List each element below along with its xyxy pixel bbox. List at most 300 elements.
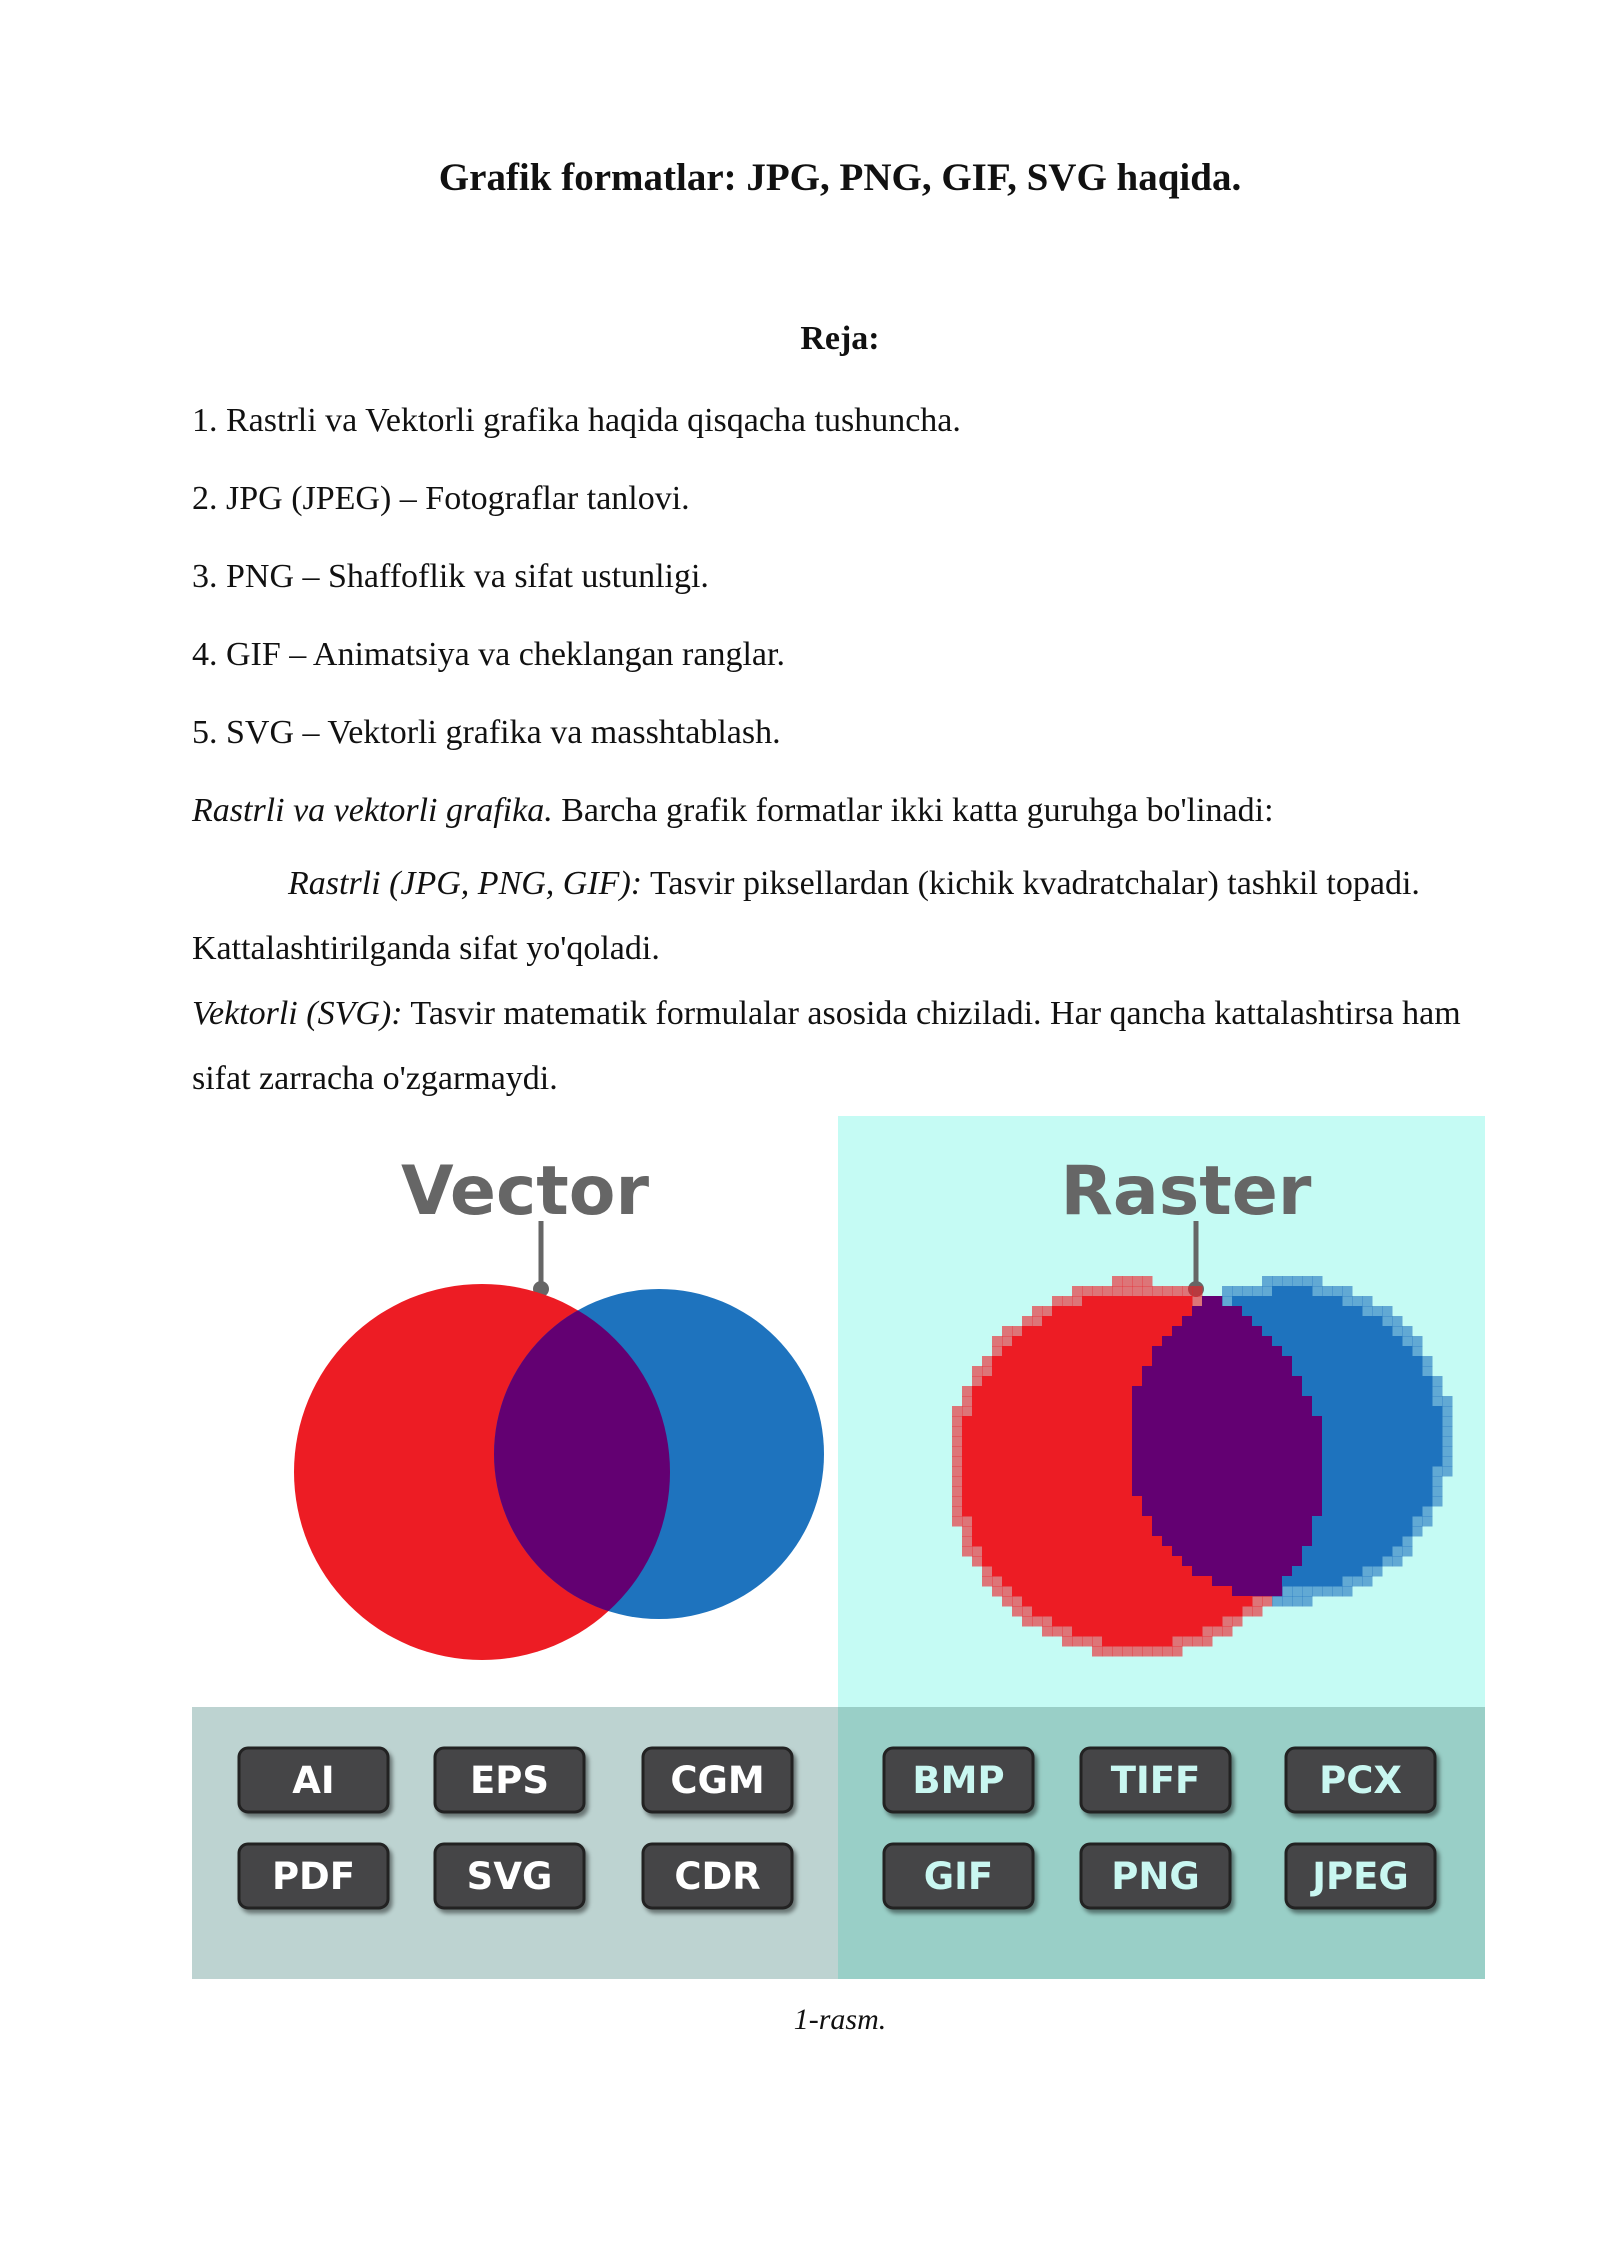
raster-pixel [1222,1616,1233,1627]
raster-pixel [1292,1506,1303,1517]
raster-pixel [1152,1536,1163,1547]
raster-pixel [1362,1526,1373,1537]
raster-pixel [1062,1616,1073,1627]
raster-pixel [1042,1566,1053,1577]
raster-pixel [1242,1426,1253,1437]
raster-pixel [1132,1456,1143,1467]
raster-pixel [1082,1306,1093,1317]
raster-pixel [1202,1386,1213,1397]
raster-pixel [1122,1286,1133,1297]
raster-pixel [962,1486,973,1497]
raster-pixel [1422,1376,1433,1387]
raster-pixel [1152,1626,1163,1637]
raster-pixel [1222,1546,1233,1557]
vector-raster-figure [192,1116,1485,1979]
raster-pixel [1092,1626,1103,1637]
raster-pixel [1182,1466,1193,1477]
raster-pixel [1262,1516,1273,1527]
raster-pixel [952,1456,963,1467]
raster-pixel [1122,1316,1133,1327]
raster-pixel [1062,1486,1073,1497]
raster-pixel [1182,1476,1193,1487]
raster-pixel [1002,1516,1013,1527]
format-badge [884,1844,1033,1908]
raster-pixel [1122,1586,1133,1597]
raster-pixel [1072,1406,1083,1417]
raster-pixel [1002,1346,1013,1357]
raster-pixel [1442,1426,1453,1437]
raster-pixel [1172,1506,1183,1517]
raster-pixel [1172,1646,1183,1657]
raster-pixel [1292,1486,1303,1497]
raster-pixel [1392,1436,1403,1447]
raster-pixel [1032,1386,1043,1397]
raster-pixel [1042,1386,1053,1397]
raster-pixel [1122,1436,1133,1447]
raster-pixel [1202,1586,1213,1597]
raster-pixel [1232,1536,1243,1547]
raster-pixel [1252,1506,1263,1517]
raster-pixel [1362,1396,1373,1407]
raster-pixel [1272,1566,1283,1577]
raster-pixel [1052,1386,1063,1397]
raster-pixel [1342,1406,1353,1417]
raster-pixel [982,1486,993,1497]
raster-pixel [962,1416,973,1427]
format-badge [1081,1748,1230,1812]
raster-pixel [1392,1496,1403,1507]
raster-pixel [1192,1546,1203,1557]
raster-pixel [1112,1616,1123,1627]
raster-pixel [1142,1286,1153,1297]
raster-pixel [1322,1416,1333,1427]
raster-pixel [1272,1286,1283,1297]
raster-pixel [992,1376,1003,1387]
raster-pixel [1372,1366,1383,1377]
raster-pixel [1092,1306,1103,1317]
raster-pixel [1302,1486,1313,1497]
plan-item: 2. JPG (JPEG) – Fotograflar tanlovi. [192,480,690,517]
raster-pixel [1062,1566,1073,1577]
raster-pixel [1302,1596,1313,1607]
raster-pixel [1252,1466,1263,1477]
raster-pixel [1092,1386,1103,1397]
raster-pixel [1012,1556,1023,1567]
raster-pixel [1152,1606,1163,1617]
raster-pixel [1022,1556,1033,1567]
raster-pixel [1222,1446,1233,1457]
raster-pixel [1162,1376,1173,1387]
raster-pixel [1382,1376,1393,1387]
raster-pixel [1102,1346,1113,1357]
raster-pixel [1252,1556,1263,1567]
raster-pixel [1232,1556,1243,1567]
raster-pixel [1252,1526,1263,1537]
raster-pixel [1262,1496,1273,1507]
raster-pixel [1292,1326,1303,1337]
raster-pixel [1332,1296,1343,1307]
raster-pixel [1242,1346,1253,1357]
raster-pixel [1282,1286,1293,1297]
raster-pixel [1372,1506,1383,1517]
raster-pixel [1382,1556,1393,1567]
raster-pixel [1312,1296,1323,1307]
raster-pixel [1432,1426,1443,1437]
raster-pixel [1292,1286,1303,1297]
raster-lead: Rastrli (JPG, PNG, GIF): [288,865,643,902]
raster-pixel [1302,1446,1313,1457]
raster-pixel [1032,1346,1043,1357]
raster-pixel [1202,1406,1213,1417]
raster-pixel [1002,1356,1013,1367]
raster-pixel [1262,1326,1273,1337]
raster-pixel [1152,1396,1163,1407]
raster-pixel [1082,1416,1093,1427]
raster-pixel [982,1376,993,1387]
raster-pixel [1282,1296,1293,1307]
raster-pixel [992,1396,1003,1407]
raster-pixel [1032,1376,1043,1387]
raster-pixel [1182,1416,1193,1427]
raster-pixel [1362,1536,1373,1547]
raster-pixel [1312,1476,1323,1487]
raster-pixel [1322,1366,1333,1377]
raster-pixel [1212,1576,1223,1587]
raster-title: Raster [1060,1152,1312,1231]
raster-pixel [1032,1426,1043,1437]
raster-pixel [1052,1456,1063,1467]
raster-pixel [1142,1396,1153,1407]
raster-pixel [1152,1546,1163,1557]
raster-pixel [1322,1496,1333,1507]
raster-pixel [1132,1296,1143,1307]
raster-pixel [1252,1436,1263,1447]
raster-pixel [1012,1486,1023,1497]
raster-pixel [1072,1606,1083,1617]
raster-pixel [972,1406,983,1417]
raster-pixel [1252,1576,1263,1587]
raster-pixel [1372,1336,1383,1347]
raster-pixel [1402,1416,1413,1427]
raster-pixel [1072,1486,1083,1497]
raster-pixel [1402,1476,1413,1487]
raster-pixel [1112,1486,1123,1497]
raster-pixel [1172,1446,1183,1457]
raster-pixel [1212,1516,1223,1527]
raster-pixel [1132,1396,1143,1407]
format-badge-label: TIFF [1110,1759,1201,1802]
raster-pixel [1132,1426,1143,1437]
raster-pixel [1392,1426,1403,1437]
raster-pixel [1092,1436,1103,1447]
raster-pixel [1272,1426,1283,1437]
raster-pixel [1262,1426,1273,1437]
raster-pixel [1382,1496,1393,1507]
raster-pixel [1072,1426,1083,1437]
raster-pixel [1002,1496,1013,1507]
raster-pixel [1112,1446,1123,1457]
raster-pixel [1202,1476,1213,1487]
raster-pixel [1242,1526,1253,1537]
raster-pixel [1012,1336,1023,1347]
raster-pixel [1422,1366,1433,1377]
raster-pixel [1312,1386,1323,1397]
raster-pixel [1302,1536,1313,1547]
raster-pixel [1302,1476,1313,1487]
raster-pixel [1072,1436,1083,1447]
raster-pixel [1352,1456,1363,1467]
raster-pixel [1362,1576,1373,1587]
raster-pixel [1302,1386,1313,1397]
raster-pixel [1152,1346,1163,1357]
raster-pixel [1242,1486,1253,1497]
raster-pixel [1282,1276,1293,1287]
raster-pixel [1272,1316,1283,1327]
raster-pixel [1352,1356,1363,1367]
raster-pixel [1032,1536,1043,1547]
raster-pixel [1012,1416,1023,1427]
raster-pixel [1152,1436,1163,1447]
raster-pixel [1072,1556,1083,1567]
raster-pixel [1332,1536,1343,1547]
raster-pixel [1282,1306,1293,1317]
raster-pixel [1272,1346,1283,1357]
raster-pixel [1032,1556,1043,1567]
raster-pixel [1342,1346,1353,1357]
raster-pixel [962,1406,973,1417]
raster-pixel [1132,1416,1143,1427]
raster-pixel [982,1356,993,1367]
raster-pixel [1262,1346,1273,1357]
raster-pixel [1022,1366,1033,1377]
raster-pixel [1232,1466,1243,1477]
raster-pixel [1222,1516,1233,1527]
raster-pixel [1012,1426,1023,1437]
raster-pixel [1102,1326,1113,1337]
raster-pixel [1342,1306,1353,1317]
raster-pixel [1092,1286,1103,1297]
raster-pixel [1432,1386,1443,1397]
raster-pixel [1032,1606,1043,1617]
raster-pixel [1092,1326,1103,1337]
raster-pixel [1362,1496,1373,1507]
raster-pixel [1392,1506,1403,1517]
raster-pixel [1422,1496,1433,1507]
raster-pixel [1252,1396,1263,1407]
raster-pixel [1352,1306,1363,1317]
raster-pixel [1322,1566,1333,1577]
raster-pixel [1112,1496,1123,1507]
raster-pixel [1082,1566,1093,1577]
raster-pixel [1272,1496,1283,1507]
raster-pixel [1342,1386,1353,1397]
raster-pixel [1202,1466,1213,1477]
raster-pixel [1062,1576,1073,1587]
raster-pixel [1012,1386,1023,1397]
raster-pixel [1202,1426,1213,1437]
raster-pixel [1292,1556,1303,1567]
raster-pixel [1042,1476,1053,1487]
raster-pixel [962,1516,973,1527]
raster-pixel [1292,1536,1303,1547]
raster-pixel [1252,1356,1263,1367]
raster-pixel [1262,1546,1273,1557]
raster-pixel [1092,1346,1103,1357]
raster-pixel [1062,1526,1073,1537]
raster-pixel [1382,1366,1393,1377]
raster-pixel [1012,1566,1023,1577]
raster-pixel [1132,1466,1143,1477]
raster-pixel [1152,1636,1163,1647]
raster-pixel [992,1406,1003,1417]
raster-pixel [1442,1436,1453,1447]
raster-pixel [1132,1576,1143,1587]
raster-pixel [1102,1396,1113,1407]
raster-pixel [1192,1506,1203,1517]
raster-pixel [982,1576,993,1587]
raster-pixel [1022,1496,1033,1507]
raster-pixel [1062,1356,1073,1367]
raster-pixel [1302,1516,1313,1527]
raster-pixel [1122,1336,1133,1347]
raster-pixel [1352,1436,1363,1447]
raster-pixel [1172,1526,1183,1537]
raster-pixel [1032,1546,1043,1557]
raster-pixel [1082,1366,1093,1377]
raster-pixel [1122,1626,1133,1637]
raster-pixel [1092,1426,1103,1437]
raster-pixel [1112,1596,1123,1607]
raster-pixel [1412,1486,1423,1497]
raster-pixel [1012,1326,1023,1337]
raster-pixel [1192,1576,1203,1587]
raster-pixel [1252,1546,1263,1557]
raster-pixel [1272,1526,1283,1537]
raster-pixel [1152,1596,1163,1607]
raster-pixel [1152,1556,1163,1567]
raster-pixel [1322,1486,1333,1497]
raster-pixel [1362,1356,1373,1367]
raster-pixel [1122,1326,1133,1337]
intro-lead: Rastrli va vektorli grafika. [192,792,553,829]
raster-pixel [1152,1576,1163,1587]
raster-pixel [1302,1336,1313,1347]
raster-pixel [1282,1436,1293,1447]
raster-pixel [1312,1526,1323,1537]
raster-pixel [1202,1546,1213,1557]
raster-pixel [1012,1456,1023,1467]
raster-pixel [1182,1516,1193,1527]
raster-pixel [1092,1536,1103,1547]
raster-pixel [1062,1606,1073,1617]
raster-pixel [1222,1396,1233,1407]
raster-pixel [1192,1536,1203,1547]
raster-pixel [1202,1496,1213,1507]
raster-pixel [1022,1396,1033,1407]
raster-pixel [1322,1296,1333,1307]
raster-pixel [1342,1396,1353,1407]
raster-pixel [1042,1456,1053,1467]
raster-pixel [1082,1506,1093,1517]
raster-pixel [1372,1406,1383,1417]
raster-pixel [1022,1506,1033,1517]
raster-pixel [1402,1526,1413,1537]
raster-pixel [1372,1346,1383,1357]
raster-pixel [1062,1396,1073,1407]
raster-pixel [1252,1496,1263,1507]
raster-pixel [1042,1416,1053,1427]
raster-pixel [1342,1496,1353,1507]
raster-pixel [1142,1646,1153,1657]
raster-pixel [1362,1416,1373,1427]
raster-pixel [1042,1326,1053,1337]
raster-pixel [1262,1376,1273,1387]
raster-pixel [1312,1436,1323,1447]
raster-pixel [1312,1466,1323,1477]
raster-pixel [1272,1296,1283,1307]
raster-pixel [1042,1376,1053,1387]
raster-pixel [1332,1326,1343,1337]
raster-pixel [1132,1486,1143,1497]
format-badge [1081,1844,1230,1908]
raster-pixel [1422,1406,1433,1417]
raster-pixel [1002,1546,1013,1557]
raster-pixel [1042,1506,1053,1517]
raster-pixel [1342,1506,1353,1517]
raster-pixel [1352,1486,1363,1497]
raster-pixel [1052,1376,1063,1387]
raster-pixel [1192,1386,1203,1397]
raster-pixel [1212,1376,1223,1387]
raster-pixel [1382,1386,1393,1397]
raster-pixel [1162,1296,1173,1307]
raster-pixel [1022,1316,1033,1327]
raster-pixel [1312,1406,1323,1417]
raster-pixel [1352,1546,1363,1557]
raster-pixel [1012,1446,1023,1457]
raster-pixel [1162,1606,1173,1617]
raster-pixel [1142,1556,1153,1567]
raster-pixel [1242,1456,1253,1467]
raster-pixel [982,1416,993,1427]
raster-pixel [1052,1486,1063,1497]
raster-pixel [1152,1376,1163,1387]
raster-pixel [962,1456,973,1467]
raster-pixel [1262,1526,1273,1537]
raster-pixel [1102,1606,1113,1617]
raster-pixel [1192,1496,1203,1507]
raster-pixel [1152,1486,1163,1497]
raster-pixel [1122,1356,1133,1367]
raster-pixel [1402,1406,1413,1417]
raster-pixel [1102,1646,1113,1657]
raster-pixel [1192,1326,1203,1337]
raster-pixel [1132,1346,1143,1357]
raster-pixel [1282,1476,1293,1487]
raster-pixel [1352,1476,1363,1487]
raster-pixel [1372,1396,1383,1407]
raster-pixel [1012,1586,1023,1597]
raster-pixel [1032,1496,1043,1507]
raster-pixel [1022,1516,1033,1527]
raster-pixel [1162,1496,1173,1507]
raster-pixel [1002,1326,1013,1337]
raster-pixel [1092,1546,1103,1557]
format-badge-label: CDR [674,1855,761,1898]
raster-pixel [1192,1636,1203,1647]
raster-pixel [1142,1306,1153,1317]
raster-pixel [972,1426,983,1437]
